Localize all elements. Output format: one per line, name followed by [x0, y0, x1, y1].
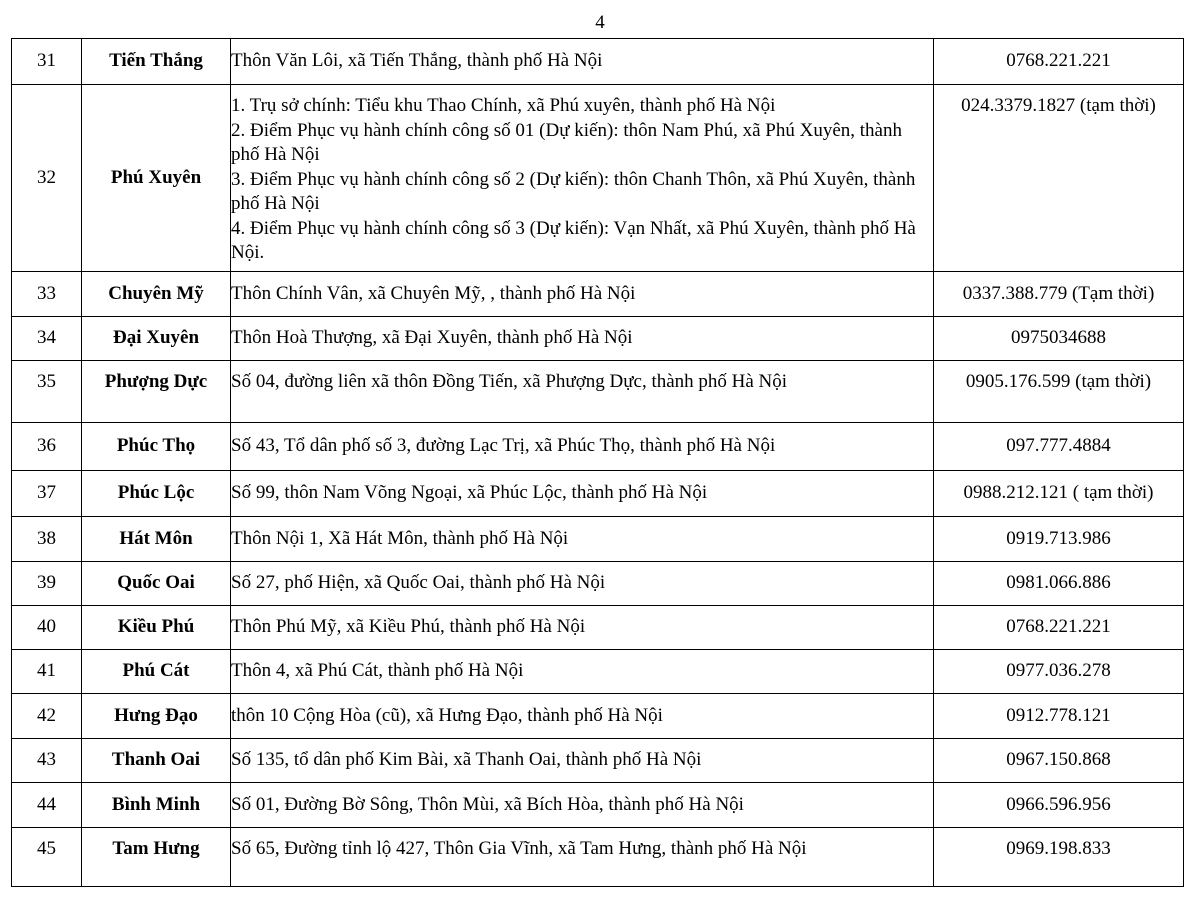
table-row — [12, 317, 1184, 361]
row-number: 32 — [12, 85, 82, 272]
commune-name: Kiều Phú — [82, 606, 231, 650]
commune-name: Phúc Lộc — [82, 471, 231, 517]
row-number: 35 — [12, 361, 82, 423]
address-line: 2. Điểm Phục vụ hành chính công số 01 (Dự kiến): thôn Nam Phú, xã Phú Xuyên, thành phố Hà Nội — [231, 119, 902, 165]
commune-address: Số 27, phố Hiện, xã Quốc Oai, thành phố Hà Nội — [231, 562, 934, 606]
commune-address-table — [11, 38, 1184, 887]
commune-name: Phúc Thọ — [82, 423, 231, 471]
commune-address: Số 43, Tổ dân phố số 3, đường Lạc Trị, xã Phúc Thọ, thành phố Hà Nội — [231, 423, 934, 471]
table-row — [12, 272, 1184, 317]
commune-phone: 0905.176.599 (tạm thời) — [934, 361, 1184, 423]
commune-phone: 0975034688 — [934, 317, 1184, 361]
row-number: 45 — [12, 828, 82, 887]
commune-phone: 0919.713.986 — [934, 517, 1184, 562]
commune-name: Phú Xuyên — [82, 85, 231, 272]
commune-address: Thôn Chính Vân, xã Chuyên Mỹ, , thành phố Hà Nội — [231, 272, 934, 317]
row-number: 31 — [12, 39, 82, 85]
address-line: 3. Điểm Phục vụ hành chính công số 2 (Dự kiến): thôn Chanh Thôn, xã Phú Xuyên, thành phố Hà Nội — [231, 168, 916, 214]
table-row — [12, 606, 1184, 650]
commune-address: Thôn Phú Mỹ, xã Kiều Phú, thành phố Hà Nội — [231, 606, 934, 650]
commune-phone: 0768.221.221 — [934, 606, 1184, 650]
table-row — [12, 85, 1184, 272]
commune-phone: 0988.212.121 ( tạm thời) — [934, 471, 1184, 517]
table-row — [12, 739, 1184, 783]
row-number: 36 — [12, 423, 82, 471]
commune-address: Số 01, Đường Bờ Sông, Thôn Mùi, xã Bích Hòa, thành phố Hà Nội — [231, 783, 934, 828]
table-row — [12, 471, 1184, 517]
table-row — [12, 562, 1184, 606]
row-number: 34 — [12, 317, 82, 361]
commune-address: Số 135, tổ dân phố Kim Bài, xã Thanh Oai, thành phố Hà Nội — [231, 739, 934, 783]
commune-phone: 0981.066.886 — [934, 562, 1184, 606]
commune-address: Số 04, đường liên xã thôn Đồng Tiến, xã Phượng Dực, thành phố Hà Nội — [231, 361, 934, 423]
row-number: 42 — [12, 694, 82, 739]
row-number: 43 — [12, 739, 82, 783]
row-number: 33 — [12, 272, 82, 317]
commune-name: Quốc Oai — [82, 562, 231, 606]
row-number: 44 — [12, 783, 82, 828]
table-row — [12, 39, 1184, 85]
commune-address: Thôn 4, xã Phú Cát, thành phố Hà Nội — [231, 650, 934, 694]
row-number: 41 — [12, 650, 82, 694]
table-row — [12, 423, 1184, 471]
address-line: 4. Điểm Phục vụ hành chính công số 3 (Dự kiến): Vạn Nhất, xã Phú Xuyên, thành phố Hà Nội. — [231, 217, 916, 263]
commune-name: Phú Cát — [82, 650, 231, 694]
table-row — [12, 828, 1184, 887]
commune-address: Thôn Hoà Thượng, xã Đại Xuyên, thành phố Hà Nội — [231, 317, 934, 361]
commune-name: Tiến Thắng — [82, 39, 231, 85]
row-number: 38 — [12, 517, 82, 562]
commune-phone: 0912.778.121 — [934, 694, 1184, 739]
commune-address: thôn 10 Cộng Hòa (cũ), xã Hưng Đạo, thành phố Hà Nội — [231, 694, 934, 739]
commune-phone: 097.777.4884 — [934, 423, 1184, 471]
commune-phone: 0967.150.868 — [934, 739, 1184, 783]
address-line: 1. Trụ sở chính: Tiểu khu Thao Chính, xã Phú xuyên, thành phố Hà Nội — [231, 95, 776, 116]
commune-name: Tam Hưng — [82, 828, 231, 887]
commune-name: Phượng Dực — [82, 361, 231, 423]
table-row — [12, 694, 1184, 739]
commune-name: Thanh Oai — [82, 739, 231, 783]
commune-phone: 0969.198.833 — [934, 828, 1184, 887]
commune-address: Thôn Văn Lôi, xã Tiến Thắng, thành phố Hà Nội — [231, 39, 934, 85]
commune-address: Số 99, thôn Nam Võng Ngoại, xã Phúc Lộc, thành phố Hà Nội — [231, 471, 934, 517]
commune-name: Hát Môn — [82, 517, 231, 562]
commune-name: Hưng Đạo — [82, 694, 231, 739]
commune-name: Bình Minh — [82, 783, 231, 828]
commune-address: Thôn Nội 1, Xã Hát Môn, thành phố Hà Nội — [231, 517, 934, 562]
row-number: 39 — [12, 562, 82, 606]
table-row — [12, 650, 1184, 694]
commune-phone: 0977.036.278 — [934, 650, 1184, 694]
table-row — [12, 361, 1184, 423]
page-number: 4 — [595, 12, 605, 33]
table-row — [12, 783, 1184, 828]
commune-address: Số 65, Đường tỉnh lộ 427, Thôn Gia Vĩnh, xã Tam Hưng, thành phố Hà Nội — [231, 828, 934, 887]
row-number: 40 — [12, 606, 82, 650]
commune-address — [231, 85, 934, 272]
commune-phone: 0966.596.956 — [934, 783, 1184, 828]
commune-name: Đại Xuyên — [82, 317, 231, 361]
commune-phone: 0768.221.221 — [934, 39, 1184, 85]
row-number: 37 — [12, 471, 82, 517]
commune-name: Chuyên Mỹ — [82, 272, 231, 317]
commune-phone: 024.3379.1827 (tạm thời) — [934, 85, 1184, 272]
table-row — [12, 517, 1184, 562]
commune-phone: 0337.388.779 (Tạm thời) — [934, 272, 1184, 317]
